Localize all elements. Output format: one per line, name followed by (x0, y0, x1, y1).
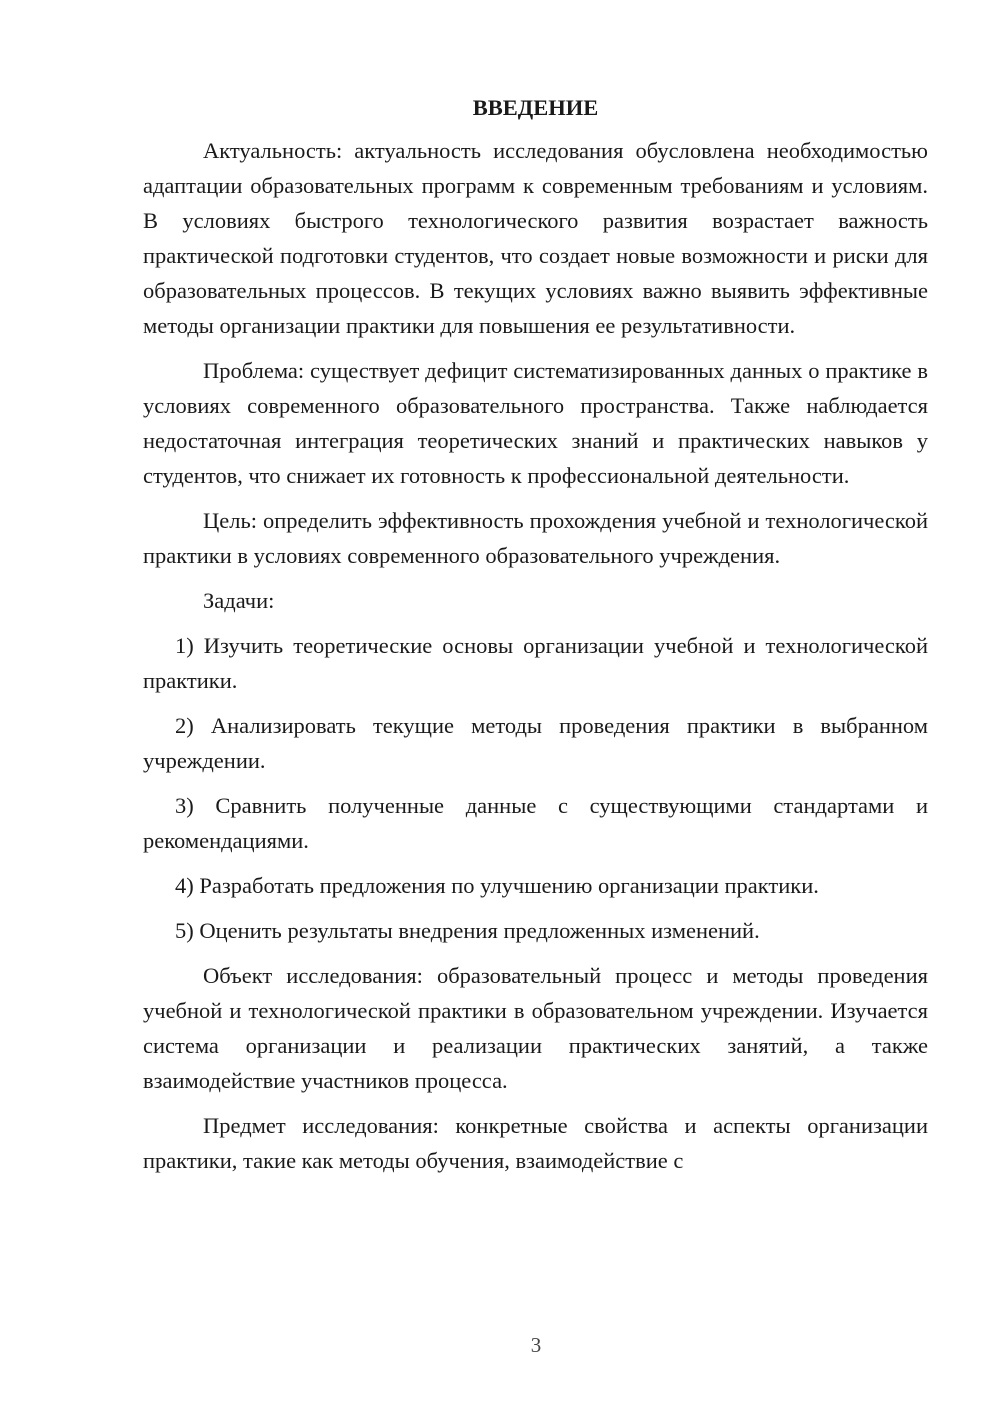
task-item-5: 5) Оценить результаты внедрения предложенных изменений. (175, 918, 760, 943)
task-item-3: 3) Сравнить полученные данные с существующими стандартами и рекомендациями. (143, 793, 928, 853)
page-number: 3 (530, 1333, 542, 1357)
page-content (143, 90, 928, 1188)
task-item-2: 2) Анализировать текущие методы проведения практики в выбранном учреждении. (143, 713, 928, 773)
problem-paragraph: Проблема: существует дефицит систематизированных данных о практике в условиях современного образовательного пространства. Также наблюдается недостаточная интеграция теоретических знаний и практических навыков у студентов, что снижает их готовность к профессиональной деятельности. (143, 358, 928, 488)
object-paragraph: Объект исследования: образовательный процесс и методы проведения учебной и технологической практики в образовательном учреждении. Изучается система организации и реализации практических занятий, а также взаимодействие участников процесса. (143, 963, 928, 1093)
subject-paragraph: Предмет исследования: конкретные свойства и аспекты организации практики, такие как методы обучения, взаимодействие с (143, 1113, 928, 1173)
relevance-paragraph: Актуальность: актуальность исследования обусловлена необходимостью адаптации образовательных программ к современным требованиям и условиям. В условиях быстрого технологического развития возрастает важность практической подготовки студентов, что создает новые возможности и риски для образовательных процессов. В текущих условиях важно выявить эффективные методы организации практики для повышения ее результативности. (143, 138, 928, 338)
goal-paragraph: Цель: определить эффективность прохождения учебной и технологической практики в условиях современного образовательного учреждения. (143, 508, 928, 568)
task-item-1: 1) Изучить теоретические основы организации учебной и технологической практики. (143, 633, 928, 693)
task-item-4: 4) Разработать предложения по улучшению организации практики. (175, 873, 819, 898)
section-title: ВВЕДЕНИЕ (472, 95, 599, 120)
tasks-heading: Задачи: (203, 588, 275, 613)
